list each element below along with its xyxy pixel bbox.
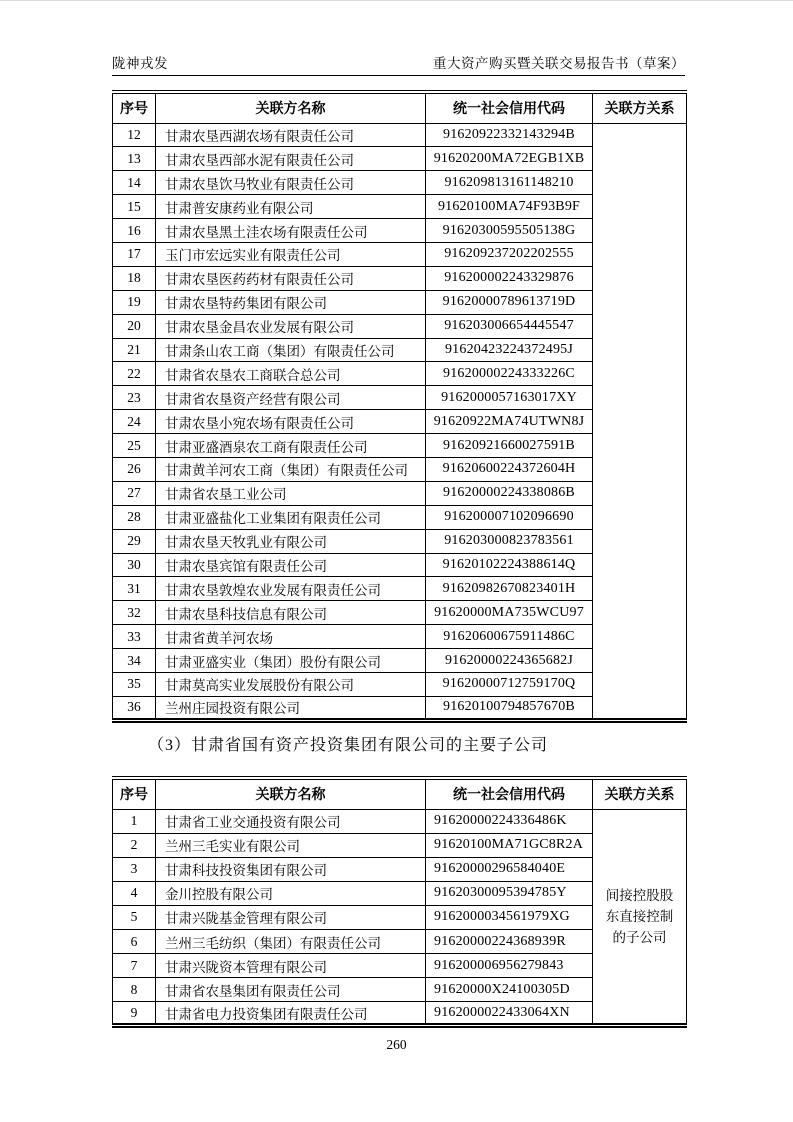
company-name-cell: 甘肃省农垦工业公司	[156, 481, 426, 505]
row-index-cell: 8	[113, 978, 156, 1002]
row-index-cell: 17	[113, 242, 156, 266]
company-name-cell: 兰州庄园投资有限公司	[156, 696, 426, 720]
table-header-row	[113, 92, 687, 123]
relation-cell: 间接控股股东直接控制的子公司	[593, 809, 687, 1026]
section-heading: （3）甘肃省国有资产投资集团有限公司的主要子公司	[148, 737, 549, 754]
company-name-cell: 甘肃省黄羊河农场	[156, 625, 426, 649]
company-name-cell: 甘肃农垦敦煌农业发展有限责任公司	[156, 577, 426, 601]
credit-code-cell: 9162000034561979XG	[426, 905, 593, 929]
company-name-cell: 兰州三毛实业有限公司	[156, 833, 426, 857]
row-index-cell: 13	[113, 147, 156, 171]
row-index-cell: 21	[113, 338, 156, 362]
credit-code-cell: 91620102224388614Q	[426, 553, 593, 577]
row-index-cell: 7	[113, 954, 156, 978]
row-index-cell: 1	[113, 809, 156, 833]
credit-code-cell: 916200006956279843	[426, 954, 593, 978]
company-name-cell: 甘肃亚盛盐化工业集团有限责任公司	[156, 505, 426, 529]
credit-code-cell: 91620200MA72EGB1XB	[426, 147, 593, 171]
table-row	[113, 123, 687, 147]
row-index-cell: 22	[113, 362, 156, 386]
company-name-cell: 甘肃条山农工商（集团）有限责任公司	[156, 338, 426, 362]
credit-code-cell: 9162000022433064XN	[426, 1002, 593, 1026]
credit-code-cell: 91620423224372495J	[426, 338, 593, 362]
column-header: 统一社会信用代码	[426, 92, 593, 123]
relation-cell	[593, 123, 687, 720]
company-name-cell: 甘肃农垦西部水泥有限责任公司	[156, 147, 426, 171]
credit-code-cell: 91620000224365682J	[426, 649, 593, 673]
table-body	[113, 123, 687, 720]
company-name-cell: 甘肃农垦小宛农场有限责任公司	[156, 410, 426, 434]
credit-code-cell: 91620300095394785Y	[426, 881, 593, 905]
company-name-cell: 甘肃亚盛酒泉农工商有限责任公司	[156, 434, 426, 458]
credit-code-cell: 91620000224336486K	[426, 809, 593, 833]
credit-code-cell: 91620100MA71GC8R2A	[426, 833, 593, 857]
company-name-cell: 玉门市宏远实业有限责任公司	[156, 242, 426, 266]
company-name-cell: 甘肃农垦天牧乳业有限公司	[156, 529, 426, 553]
row-index-cell: 20	[113, 314, 156, 338]
row-index-cell: 28	[113, 505, 156, 529]
credit-code-cell: 91620982670823401H	[426, 577, 593, 601]
row-index-cell: 2	[113, 833, 156, 857]
column-header: 序号	[113, 778, 156, 809]
company-name-cell: 甘肃农垦黑土洼农场有限责任公司	[156, 219, 426, 243]
credit-code-cell: 91620000789613719D	[426, 290, 593, 314]
row-index-cell: 32	[113, 601, 156, 625]
row-index-cell: 25	[113, 434, 156, 458]
credit-code-cell: 91620000224368939R	[426, 929, 593, 953]
credit-code-cell: 91620922332143294B	[426, 123, 593, 147]
column-header: 序号	[113, 92, 156, 123]
credit-code-cell: 9162000057163017XY	[426, 386, 593, 410]
credit-code-cell: 91620000296584040E	[426, 857, 593, 881]
column-header: 关联方关系	[593, 92, 687, 123]
row-index-cell: 34	[113, 649, 156, 673]
row-index-cell: 26	[113, 457, 156, 481]
credit-code-cell: 91620921660027591B	[426, 434, 593, 458]
company-name-cell: 甘肃普安康药业有限公司	[156, 195, 426, 219]
row-index-cell: 19	[113, 290, 156, 314]
table-header-row	[113, 778, 687, 809]
credit-code-cell: 91620600224372604H	[426, 457, 593, 481]
company-name-cell: 甘肃省农垦集团有限责任公司	[156, 978, 426, 1002]
credit-code-cell: 91620600675911486C	[426, 625, 593, 649]
row-index-cell: 16	[113, 219, 156, 243]
subsidiaries-table	[112, 776, 687, 1028]
column-header: 统一社会信用代码	[426, 778, 593, 809]
company-name-cell: 甘肃农垦医药药材有限责任公司	[156, 266, 426, 290]
column-header: 关联方关系	[593, 778, 687, 809]
credit-code-cell: 916203006654445547	[426, 314, 593, 338]
credit-code-cell: 91620100MA74F93B9F	[426, 195, 593, 219]
related-party-table-continued	[112, 90, 687, 723]
company-name-cell: 甘肃科技投资集团有限公司	[156, 857, 426, 881]
row-index-cell: 4	[113, 881, 156, 905]
company-name-cell: 甘肃农垦金昌农业发展有限公司	[156, 314, 426, 338]
credit-code-cell: 91620922MA74UTWN8J	[426, 410, 593, 434]
company-name-cell: 甘肃省工业交通投资有限公司	[156, 809, 426, 833]
company-name-cell: 甘肃农垦特药集团有限公司	[156, 290, 426, 314]
row-index-cell: 33	[113, 625, 156, 649]
credit-code-cell: 916209237202202555	[426, 242, 593, 266]
row-index-cell: 36	[113, 696, 156, 720]
table-head	[113, 92, 687, 123]
company-name-cell: 兰州三毛纺织（集团）有限责任公司	[156, 929, 426, 953]
credit-code-cell: 916200002243329876	[426, 266, 593, 290]
company-name-cell: 甘肃亚盛实业（集团）股份有限公司	[156, 649, 426, 673]
running-header	[112, 52, 685, 72]
page-number: 260	[386, 1037, 407, 1052]
credit-code-cell: 91620000MA735WCU97	[426, 601, 593, 625]
table-head	[113, 778, 687, 809]
row-index-cell: 29	[113, 529, 156, 553]
company-name-cell: 甘肃农垦科技信息有限公司	[156, 601, 426, 625]
column-header: 关联方名称	[156, 92, 426, 123]
table-body	[113, 809, 687, 1026]
row-index-cell: 30	[113, 553, 156, 577]
page-top-edge	[0, 0, 793, 1]
credit-code-cell: 91620000224338086B	[426, 481, 593, 505]
row-index-cell: 6	[113, 929, 156, 953]
row-index-cell: 35	[113, 672, 156, 696]
column-header: 关联方名称	[156, 778, 426, 809]
row-index-cell: 15	[113, 195, 156, 219]
company-name-cell: 金川控股有限公司	[156, 881, 426, 905]
header-rule	[112, 75, 685, 76]
row-index-cell: 31	[113, 577, 156, 601]
company-name-cell: 甘肃黄羊河农工商（集团）有限责任公司	[156, 457, 426, 481]
header-left-title: 陇神戎发	[112, 56, 168, 71]
company-name-cell: 甘肃省农垦资产经营有限公司	[156, 386, 426, 410]
company-name-cell: 甘肃莫高实业发展股份有限公司	[156, 672, 426, 696]
row-index-cell: 9	[113, 1002, 156, 1026]
company-name-cell: 甘肃省农垦农工商联合总公司	[156, 362, 426, 386]
header-right-title: 重大资产购买暨关联交易报告书（草案）	[433, 56, 685, 71]
company-name-cell: 甘肃农垦饮马牧业有限责任公司	[156, 171, 426, 195]
row-index-cell: 23	[113, 386, 156, 410]
row-index-cell: 12	[113, 123, 156, 147]
credit-code-cell: 916209813161148210	[426, 171, 593, 195]
credit-code-cell: 916200007102096690	[426, 505, 593, 529]
credit-code-cell: 91620000X24100305D	[426, 978, 593, 1002]
company-name-cell: 甘肃农垦宾馆有限责任公司	[156, 553, 426, 577]
table-row	[113, 809, 687, 833]
row-index-cell: 14	[113, 171, 156, 195]
company-name-cell: 甘肃农垦西湖农场有限责任公司	[156, 123, 426, 147]
row-index-cell: 18	[113, 266, 156, 290]
credit-code-cell: 916203000823783561	[426, 529, 593, 553]
company-name-cell: 甘肃兴陇资本管理有限公司	[156, 954, 426, 978]
row-index-cell: 3	[113, 857, 156, 881]
row-index-cell: 27	[113, 481, 156, 505]
credit-code-cell: 91620000224333226C	[426, 362, 593, 386]
company-name-cell: 甘肃兴陇基金管理有限公司	[156, 905, 426, 929]
credit-code-cell: 91620000712759170Q	[426, 672, 593, 696]
row-index-cell: 5	[113, 905, 156, 929]
credit-code-cell: 91620100794857670B	[426, 696, 593, 720]
row-index-cell: 24	[113, 410, 156, 434]
company-name-cell: 甘肃省电力投资集团有限责任公司	[156, 1002, 426, 1026]
credit-code-cell: 91620300595505138G	[426, 219, 593, 243]
